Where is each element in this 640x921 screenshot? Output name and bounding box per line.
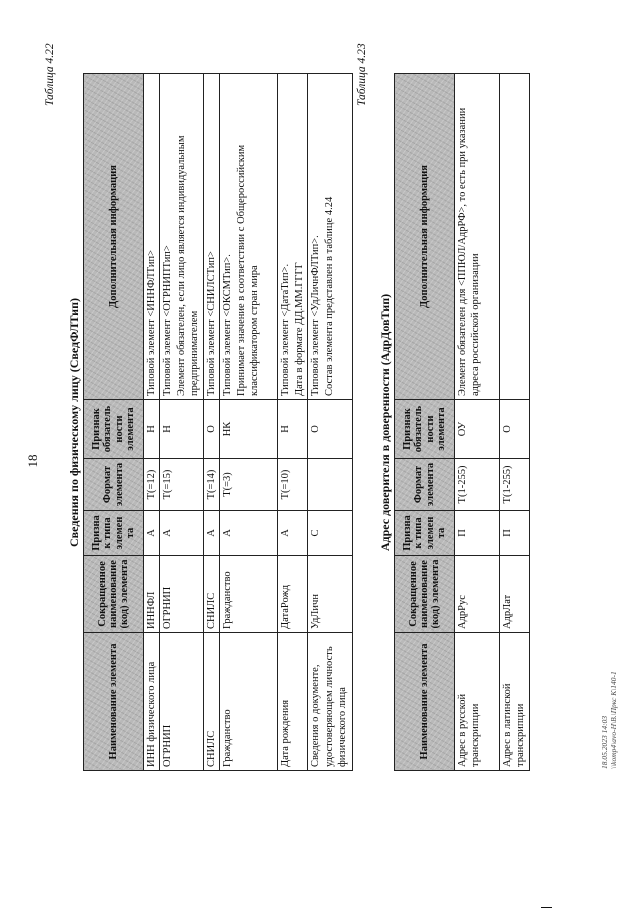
header-additional-info: Дополнительная информация [395,74,455,400]
element-format-cell: T(=12) [144,459,160,511]
element-type-cell: П [455,511,500,556]
element-name-cell: Сведения о документе, удостоверяющем личность физического лица [308,633,353,771]
element-format-cell [308,459,353,511]
header-element-format: Формат элемента [84,459,144,511]
element-name-cell: ОГРНИП [160,633,203,771]
element-name-cell: ИНН физического лица [144,633,160,771]
element-required-cell: Н [160,400,203,459]
table-4-22-header-row [84,74,144,771]
header-element-required: Признак обязательности элемента [395,400,455,459]
header-element-code: Сокращенное наименование (код) элемента [395,556,455,633]
element-required-cell: О [500,400,530,459]
table-row [203,74,219,771]
table-row [278,74,308,771]
header-additional-info: Дополнительная информация [84,74,144,400]
element-format-cell: T(1-255) [500,459,530,511]
element-format-cell: T(=15) [160,459,203,511]
element-code-cell: УдЛичн [308,556,353,633]
element-type-cell: А [220,511,278,556]
table-4-22-title: Сведения по физическому лицу (СведФЛТип) [67,298,81,547]
element-name-cell: Гражданство [220,633,278,771]
element-format-cell: T(=3) [220,459,278,511]
header-element-name: Наименование элемента [84,633,144,771]
print-timestamp: 18.05.2023 14:03 [600,715,609,769]
table-row [144,74,160,771]
element-required-cell: НК [220,400,278,459]
additional-info-cell: Типовой элемент <ИННФЛТип> [144,74,160,400]
element-type-cell: П [500,511,530,556]
additional-info-cell: Элемент обязателен для <ППЮЛ/АдрРФ>, то есть при указании адреса российской организации [455,74,500,400]
page-number: 18 [25,454,40,468]
table-row [308,74,353,771]
header-element-format: Формат элемента [395,459,455,511]
element-name-cell: СНИЛС [203,633,219,771]
element-required-cell: О [308,400,353,459]
additional-info-cell: Типовой элемент <УдЛичнФЛТип>. Состав элемента представлен в таблице 4.24 [308,74,353,400]
element-required-cell: Н [144,400,160,459]
table-4-23-header-row [395,74,455,771]
additional-info-cell: Типовой элемент <СНИЛСТип> [203,74,219,400]
element-code-cell: АдрЛат [500,556,530,633]
element-format-cell: T(=14) [203,459,219,511]
table-row [220,74,278,771]
additional-info-cell [500,74,530,400]
file-path: \\komp4\avo-H\В.\Пркс К\140-1 [609,671,619,769]
element-code-cell: СНИЛС [203,556,219,633]
table-4-23 [394,73,530,771]
header-element-code: Сокращенное наименование (код) элемента [84,556,144,633]
margin-mark [541,907,552,908]
element-name-cell: Адрес в латинской транскрипции [500,633,530,771]
element-type-cell: А [144,511,160,556]
element-required-cell: О [203,400,219,459]
element-code-cell: Гражданство [220,556,278,633]
table-4-23-caption: Таблица 4.23 [356,43,368,106]
element-format-cell: T(=10) [278,459,308,511]
element-code-cell: ОГРНИП [160,556,203,633]
element-name-cell: Дата рождения [278,633,308,771]
header-element-required: Признак обязательности элемента [84,400,144,459]
table-row [500,74,530,771]
header-element-type: Признак типа элемента [84,511,144,556]
element-code-cell: ДатаРожд [278,556,308,633]
header-element-name: Наименование элемента [395,633,455,771]
header-element-type: Признак типа элемента [395,511,455,556]
element-code-cell: ИННФЛ [144,556,160,633]
element-type-cell: С [308,511,353,556]
element-code-cell: АдрРус [455,556,500,633]
element-type-cell: А [160,511,203,556]
element-type-cell: А [203,511,219,556]
element-name-cell: Адрес в русской транскрипции [455,633,500,771]
element-required-cell: ОУ [455,400,500,459]
element-required-cell: Н [278,400,308,459]
table-4-23-title: Адрес доверителя в доверенности (АдрДовТип) [378,293,392,552]
table-4-22 [83,73,353,771]
element-type-cell: А [278,511,308,556]
table-row [455,74,500,771]
table-4-22-caption: Таблица 4.22 [44,43,56,106]
additional-info-cell: Типовой элемент <ДатаТип>. Дата в формате ДД.ММ.ГГГГ [278,74,308,400]
additional-info-cell: Типовой элемент <ОКСМТип>. Принимает значение в соответствии с Общероссийским классификатором стран мира [220,74,278,400]
table-row [160,74,203,771]
print-footer [600,671,619,769]
element-format-cell: T(1-255) [455,459,500,511]
additional-info-cell: Типовой элемент <ОГРНИПТип> Элемент обязателен, если лицо является индивидуальным предпринимателем [160,74,203,400]
